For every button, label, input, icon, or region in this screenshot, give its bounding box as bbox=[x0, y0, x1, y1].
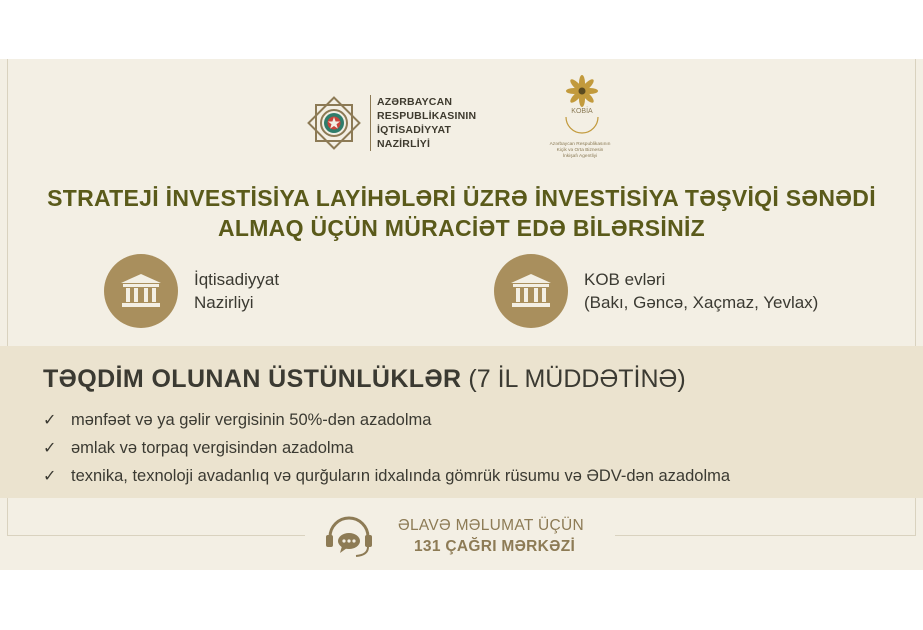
ministry-name-line: AZƏRBAYCAN bbox=[377, 96, 453, 108]
list-item bbox=[43, 406, 730, 434]
ministry-emblem-icon bbox=[303, 92, 365, 154]
check-icon: ✓ bbox=[43, 412, 57, 429]
benefits-title-duration: (7 İL MÜDDƏTİNƏ) bbox=[461, 365, 686, 393]
check-icon: ✓ bbox=[43, 440, 57, 457]
office-label-line: (Bakı, Gəncə, Xaçmaz, Yevlax) bbox=[584, 293, 819, 312]
office-kob-houses bbox=[494, 254, 818, 328]
ministry-name-line: NAZİRLİYİ bbox=[377, 138, 431, 150]
frame-border-bottom-left bbox=[7, 535, 305, 536]
office-label-line: KOB evləri bbox=[584, 270, 666, 289]
ministry-name-line: RESPUBLİKASININ bbox=[377, 110, 477, 122]
office-label-line: İqtisadiyyat bbox=[194, 270, 280, 289]
headline bbox=[0, 183, 923, 243]
info-banner bbox=[0, 59, 923, 570]
footer-info-text: ƏLAVƏ MƏLUMAT ÜÇÜN bbox=[398, 517, 584, 534]
benefit-text: əmlak və torpaq vergisindən azadolma bbox=[71, 438, 354, 457]
benefits-title bbox=[43, 364, 686, 394]
headset-chat-icon bbox=[322, 511, 376, 561]
kobia-subtitle bbox=[537, 142, 623, 160]
benefits-section bbox=[0, 346, 923, 498]
list-item bbox=[43, 462, 730, 490]
benefits-title-strong: TƏQDİM OLUNAN ÜSTÜNLÜKLƏR bbox=[43, 365, 462, 393]
benefits-list bbox=[43, 406, 730, 490]
logo-divider bbox=[370, 95, 371, 151]
check-icon: ✓ bbox=[43, 468, 57, 485]
office-label-line: Nazirliyi bbox=[194, 293, 254, 312]
benefit-text: mənfəət və ya gəlir vergisinin 50%-dən azadolma bbox=[71, 410, 432, 429]
frame-border-bottom-right bbox=[615, 535, 916, 536]
kobia-logo-icon bbox=[560, 73, 604, 143]
building-columns-icon bbox=[509, 273, 553, 309]
ministry-name bbox=[377, 95, 497, 151]
benefit-text: texnika, texnoloji avadanlıq və qurğuların idxalında gömrük rüsumu və ƏDV-dən azadolma bbox=[71, 466, 731, 485]
kobia-subtitle-line: Kiçik və Orta Biznesin bbox=[556, 148, 604, 153]
office-label bbox=[194, 268, 279, 314]
kobia-wordmark: KOBİA bbox=[571, 108, 593, 115]
call-center-number: 131 ÇAĞRI MƏRKƏZİ bbox=[414, 538, 576, 555]
headline-line: STRATEJİ İNVESTİSİYA LAYİHƏLƏRİ ÜZRƏ İNVESTİSİYA TƏŞVİQİ SƏNƏDİ bbox=[47, 185, 876, 211]
building-columns-icon bbox=[119, 273, 163, 309]
office-ministry bbox=[104, 254, 279, 328]
ministry-name-line: İQTİSADİYYAT bbox=[377, 124, 452, 136]
headline-line: ALMAQ ÜÇÜN MÜRACİƏT EDƏ BİLƏRSİNİZ bbox=[217, 215, 706, 241]
office-label bbox=[584, 268, 818, 314]
office-badge bbox=[104, 254, 178, 328]
kobia-subtitle-line: Azərbaycan Respublikasının bbox=[549, 142, 611, 147]
office-badge bbox=[494, 254, 568, 328]
kobia-subtitle-line: İnkişafı Agentliyi bbox=[562, 154, 598, 159]
list-item bbox=[43, 434, 730, 462]
